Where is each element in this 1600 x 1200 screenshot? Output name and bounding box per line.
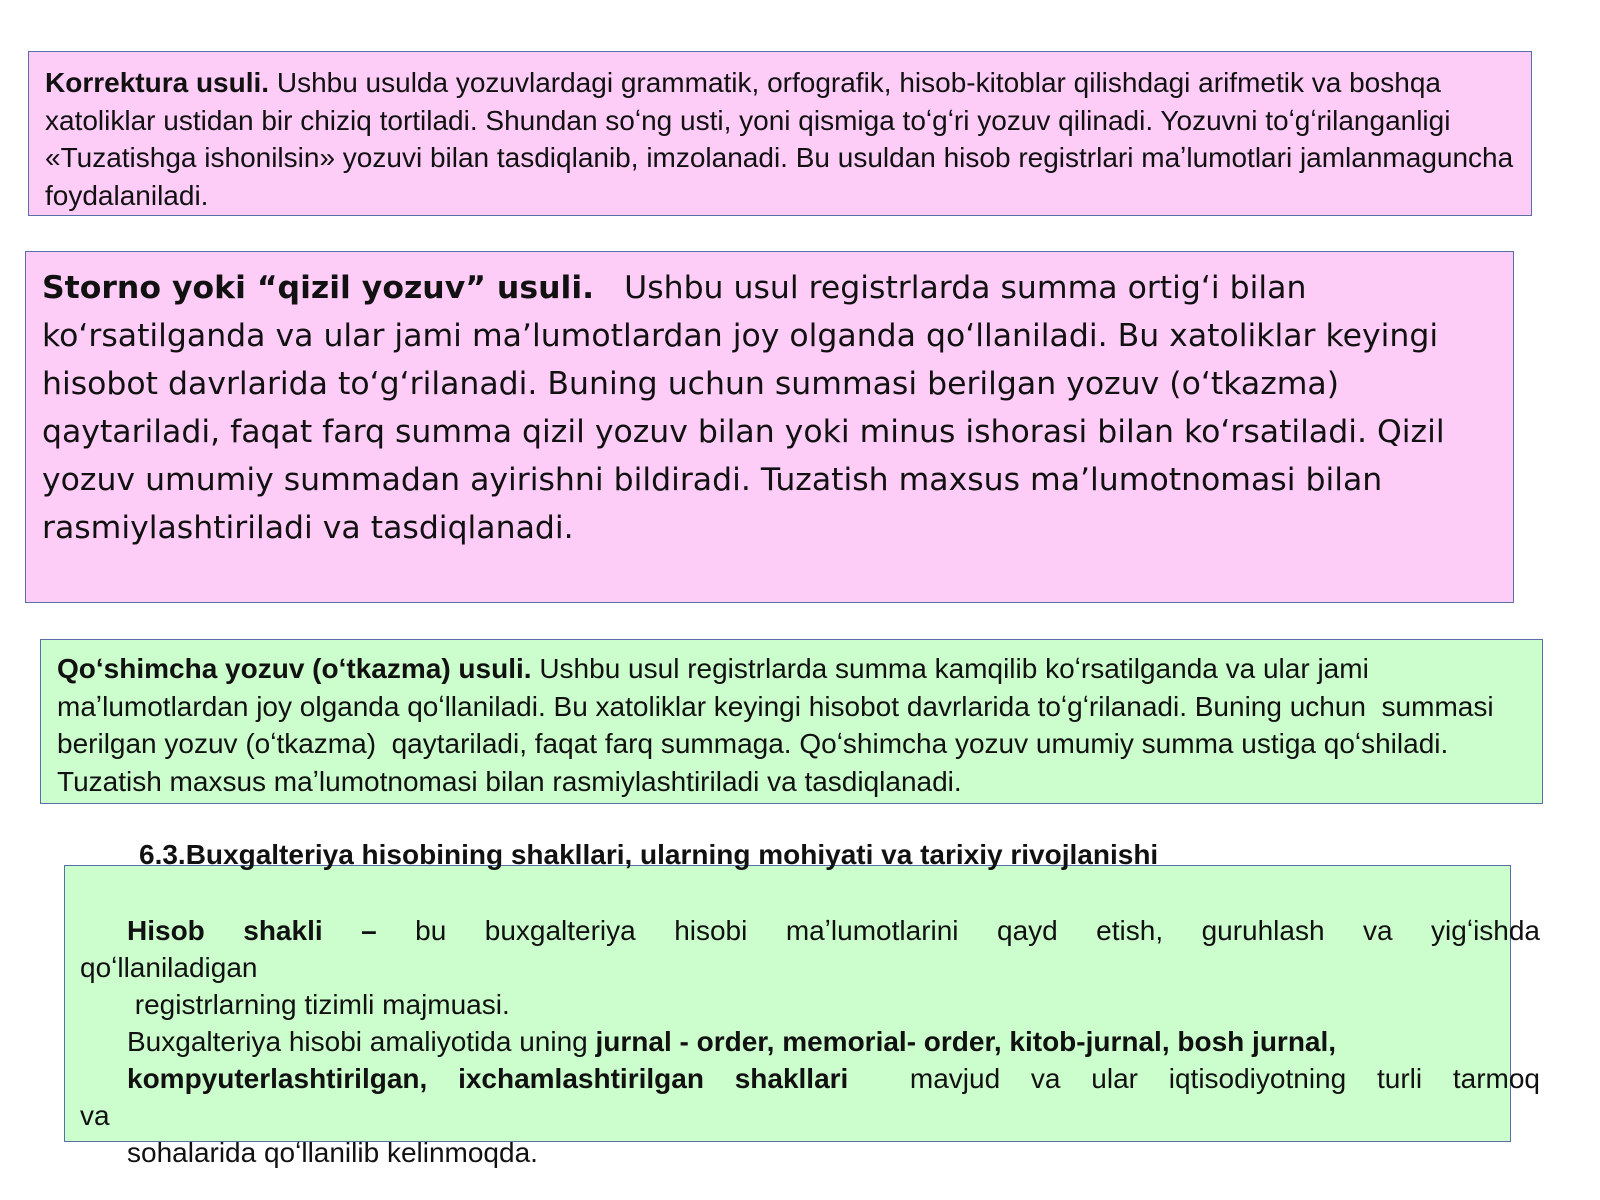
definition-line-5-text: mavjud va ular iqtisodiyotning turli tarmoq <box>848 1063 1541 1094</box>
definition-line-6: va <box>80 1100 110 1131</box>
korrektura-title: Korrektura usuli. <box>45 67 270 98</box>
definition-line-5 <box>80 1063 1540 1095</box>
korrektura-paragraph <box>45 64 1515 214</box>
additional-entry-method-box <box>40 639 1543 804</box>
definition-line-1-text: bu buxgalteriya hisobi maʼlumotlarini qayd etish, guruhlash va yigʻishda <box>376 915 1541 946</box>
storno-text: Ushbu usul registrlarda summa ortigʻi bilan koʻrsatilganda va ular jami maʼlumotlardan joy olganda qoʻllaniladi. Bu xatoliklar keyingi hisobot davrlarida toʻgʻrilanadi. Buning uchun summasi berilgan yozuv (oʻtkazma) qaytariladi, faqat farq summa qizil yozuv bilan yoki minus ishorasi bilan koʻrsatiladi. Qizil yozuv umumiy summadan ayirishni bildiradi. Tuzatish maxsus maʼlumotnomasi bilan rasmiylashtiriladi va tasdiqlanadi. <box>42 270 1455 546</box>
forms-list-bold: jurnal - order, memorial- order, kitob-jurnal, bosh jurnal, <box>595 1026 1337 1057</box>
storno-paragraph <box>42 264 1497 552</box>
additional-entry-paragraph <box>57 650 1526 800</box>
forms-list-bold-2: kompyuterlashtirilgan, ixchamlashtirilgan shakllari <box>127 1063 849 1094</box>
korrektura-method-box <box>28 51 1532 216</box>
definition-line-4-text: Buxgalteriya hisobi amaliyotida uning <box>127 1026 596 1057</box>
storno-method-box <box>25 251 1514 603</box>
additional-entry-title: Qoʻshimcha yozuv (oʻtkazma) usuli. <box>57 653 532 684</box>
korrektura-text: Ushbu usulda yozuvlardagi grammatik, orfografik, hisob-kitoblar qilishdagi arifmetik va boshqa xatoliklar ustidan bir chiziq tortiladi. Shundan soʻng usti, yoni qismiga toʻgʻri yozuv qilinadi. Yozuvni toʻgʻrilanganligi «Tuzatishga ishonilsin» yozuvi bilan tasdiqlanib, imzolanadi. Bu usuldan hisob registrlari maʼlumotlari jamlanmaguncha foydalaniladi. <box>45 67 1514 211</box>
section-heading: 6.3.Buxgalteriya hisobining shakllari, ularning mohiyati va tarixiy rivojlanishi <box>139 839 1159 870</box>
definition-line-2: qoʻllaniladigan <box>80 952 258 983</box>
definition-line-3: registrlarning tizimli majmuasi. <box>127 989 510 1020</box>
additional-entry-text: Ushbu usul registrlarda summa kamqilib koʻrsatilganda va ular jami maʼlumotlardan joy olganda qoʻllaniladi. Bu xatoliklar keyingi hisobot davrlarida toʻgʻrilanadi. Buning uchun summasi berilgan yozuv (oʻtkazma) qaytariladi, faqat farq summaga. Qoʻshimcha yozuv umumiy summa ustiga qoʻshiladi. Tuzatish maxsus maʼlumotnomasi bilan rasmiylashtiriladi va tasdiqlanadi. <box>57 653 1502 797</box>
definition-line-4 <box>80 1026 1540 1058</box>
definition-line-7: sohalarida qoʻllanilib kelinmoqda. <box>127 1137 538 1168</box>
storno-title: Storno yoki “qizil yozuv” usuli. <box>42 270 595 306</box>
definition-term: Hisob shakli – <box>127 915 377 946</box>
definition-line-1 <box>80 915 1540 947</box>
